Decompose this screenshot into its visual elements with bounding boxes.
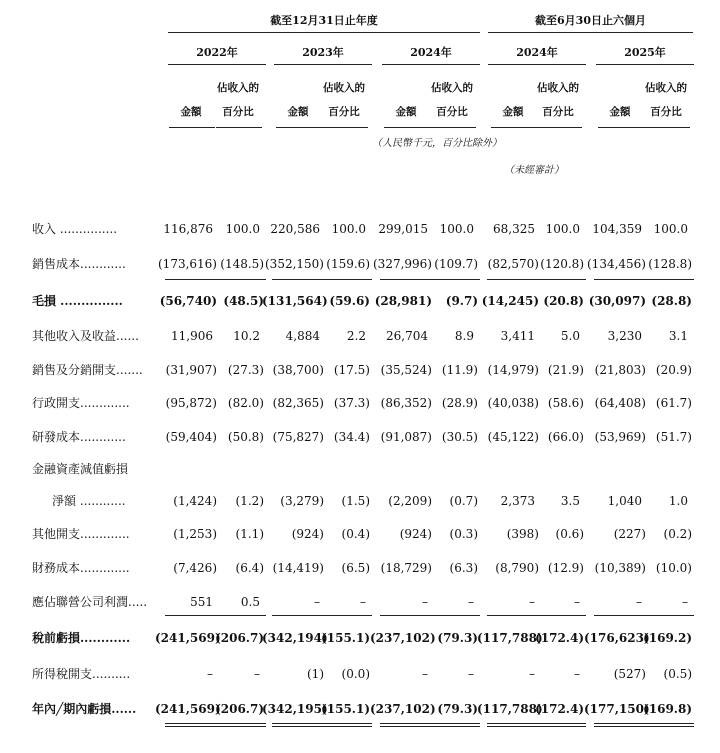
unit-note: （人民幣千元，百分比除外） <box>372 138 502 149</box>
cell-value: (0.7) <box>449 494 478 508</box>
total-underline <box>165 726 219 727</box>
cell-value: (10.0) <box>655 561 692 575</box>
table-row <box>0 664 720 684</box>
cell-value: (159.6) <box>326 257 370 271</box>
amount-col-header: 金額 <box>180 106 202 118</box>
row-label: 銷售及分銷開支....... <box>32 363 143 377</box>
cell-value: 100.0 <box>331 222 366 236</box>
cell-value: – <box>468 595 474 609</box>
divider <box>168 32 480 33</box>
cell-value: (91,087) <box>380 430 432 444</box>
cell-value: (50.8) <box>227 430 264 444</box>
amount-col-header: 金額 <box>502 106 524 118</box>
row-label: 其他開支............. <box>32 527 130 541</box>
cell-value: (31,907) <box>165 363 217 377</box>
divider <box>216 127 262 128</box>
table-row <box>0 427 720 447</box>
divider <box>276 127 322 128</box>
cell-value: (14,245) <box>481 294 539 308</box>
cell-value: (14,979) <box>487 363 539 377</box>
cell-value: (10,389) <box>594 561 646 575</box>
cell-value: 11,906 <box>171 329 213 343</box>
cell-value: (75,827) <box>272 430 324 444</box>
cell-value: 3,411 <box>500 329 535 343</box>
cell-value: (61.7) <box>655 396 692 410</box>
cell-value: 116,876 <box>163 222 213 236</box>
table-row <box>0 219 720 239</box>
cell-value: (0.3) <box>449 527 478 541</box>
percent-col-header: 佔收入的 百分比 <box>645 82 687 118</box>
cell-value: (12.9) <box>547 561 584 575</box>
table-row <box>0 291 720 311</box>
cell-value: (82,570) <box>487 257 539 271</box>
cell-value: – <box>636 595 642 609</box>
cell-value: 100.0 <box>225 222 260 236</box>
cell-value: – <box>207 667 213 681</box>
cell-value: (1.2) <box>235 494 264 508</box>
divider <box>382 64 480 65</box>
total-underline <box>165 615 219 616</box>
period-header-2024: 2024年 <box>410 46 452 59</box>
cell-value: (40,038) <box>487 396 539 410</box>
amount-col-header: 金額 <box>395 106 417 118</box>
row-label: 行政開支............. <box>32 396 130 410</box>
row-label: 應佔聯營公司利潤..... <box>32 595 148 609</box>
cell-value: (176,623) <box>584 631 650 645</box>
cell-value: (342,194) <box>262 631 328 645</box>
cell-value: (35,524) <box>380 363 432 377</box>
cell-value: (0.6) <box>555 527 584 541</box>
row-label: 淨額 ............ <box>52 494 126 508</box>
cell-value: (3,279) <box>280 494 324 508</box>
total-underline <box>318 279 372 280</box>
cell-value: (241,569) <box>155 702 221 716</box>
cell-value: (6.4) <box>235 561 264 575</box>
cell-value: 10.2 <box>233 329 260 343</box>
row-label: 收入 ............... <box>32 222 118 236</box>
row-label: 研發成本............ <box>32 430 126 444</box>
cell-value: (0.0) <box>341 667 370 681</box>
total-underline <box>640 279 694 280</box>
total-underline <box>212 723 266 724</box>
cell-value: (155.1) <box>321 631 370 645</box>
cell-value: (79.3) <box>437 631 478 645</box>
period-header-2025-h1: 2025年 <box>624 46 666 59</box>
divider <box>536 127 582 128</box>
divider <box>488 32 693 33</box>
cell-value: (18,729) <box>380 561 432 575</box>
cell-value: (169.2) <box>643 631 692 645</box>
total-underline <box>212 615 266 616</box>
cell-value: (51.7) <box>655 430 692 444</box>
divider <box>596 64 694 65</box>
row-label: 稅前虧損............ <box>32 631 131 645</box>
divider <box>598 127 644 128</box>
divider <box>274 64 372 65</box>
cell-value: (66.0) <box>547 430 584 444</box>
total-underline <box>532 723 586 724</box>
cell-value: – <box>574 595 580 609</box>
row-label: 年內╱期內虧損...... <box>32 702 137 716</box>
percent-col-header: 佔收入的 百分比 <box>217 82 259 118</box>
table-row <box>0 326 720 346</box>
cell-value: – <box>314 595 320 609</box>
cell-value: (8,790) <box>495 561 539 575</box>
cell-value: 104,359 <box>592 222 642 236</box>
row-label: 所得稅開支.......... <box>32 667 131 681</box>
cell-value: 100.0 <box>653 222 688 236</box>
cell-value: (155.1) <box>321 702 370 716</box>
cell-value: (172.4) <box>535 631 584 645</box>
cell-value: 551 <box>190 595 213 609</box>
cell-value: 5.0 <box>560 329 580 343</box>
cell-value: (169.8) <box>643 702 692 716</box>
cell-value: (11.9) <box>441 363 478 377</box>
cell-value: (38,700) <box>272 363 324 377</box>
cell-value: 1,040 <box>607 494 642 508</box>
cell-value: (7,426) <box>173 561 217 575</box>
cell-value: (109.7) <box>434 257 478 271</box>
total-underline <box>532 615 586 616</box>
cell-value: (6.5) <box>341 561 370 575</box>
cell-value: (177,150) <box>584 702 650 716</box>
table-row <box>0 360 720 380</box>
cell-value: (398) <box>506 527 539 541</box>
cell-value: 2.2 <box>346 329 366 343</box>
cell-value: (120.8) <box>540 257 584 271</box>
cell-value: (131,564) <box>262 294 328 308</box>
cell-value: (6.3) <box>449 561 478 575</box>
cell-value: – <box>254 667 260 681</box>
unaudited-note: （未經審計） <box>504 165 564 176</box>
cell-value: (206.7) <box>215 631 264 645</box>
total-underline <box>212 279 266 280</box>
percent-col-header: 佔收入的 百分比 <box>537 82 579 118</box>
total-underline <box>426 726 480 727</box>
cell-value: (2,209) <box>388 494 432 508</box>
half-group-header: 截至6月30日止六個月 <box>535 14 646 27</box>
row-label: 財務成本............. <box>32 561 130 575</box>
table-row <box>0 459 720 479</box>
cell-value: (34.4) <box>333 430 370 444</box>
divider <box>491 127 537 128</box>
total-underline <box>165 279 219 280</box>
cell-value: – <box>529 595 535 609</box>
cell-value: (17.5) <box>333 363 370 377</box>
cell-value: (134,456) <box>587 257 646 271</box>
cell-value: 26,704 <box>386 329 428 343</box>
cell-value: – <box>529 667 535 681</box>
cell-value: (53,969) <box>594 430 646 444</box>
amount-col-header: 金額 <box>609 106 631 118</box>
cell-value: (342,195) <box>262 702 328 716</box>
row-label: 銷售成本............ <box>32 257 126 271</box>
cell-value: (59,404) <box>165 430 217 444</box>
cell-value: (1.1) <box>235 527 264 541</box>
total-underline <box>426 615 480 616</box>
cell-value: (128.8) <box>648 257 692 271</box>
total-underline <box>532 726 586 727</box>
cell-value: (173,616) <box>158 257 217 271</box>
cell-value: 3.1 <box>668 329 688 343</box>
cell-value: 100.0 <box>439 222 474 236</box>
table-row <box>0 628 720 648</box>
total-underline <box>318 615 372 616</box>
cell-value: (117,788) <box>477 702 543 716</box>
cell-value: (237,102) <box>370 631 436 645</box>
row-label: 其他收入及收益...... <box>32 329 139 343</box>
total-underline <box>640 723 694 724</box>
cell-value: (28.8) <box>651 294 692 308</box>
cell-value: 0.5 <box>240 595 260 609</box>
cell-value: (237,102) <box>370 702 436 716</box>
cell-value: (27.3) <box>227 363 264 377</box>
cell-value: 4,884 <box>285 329 320 343</box>
table-row <box>0 393 720 413</box>
divider <box>168 64 266 65</box>
cell-value: (924) <box>399 527 432 541</box>
cell-value: (1) <box>307 667 324 681</box>
percent-col-header: 佔收入的 百分比 <box>323 82 365 118</box>
divider <box>488 64 586 65</box>
total-underline <box>426 279 480 280</box>
cell-value: (82.0) <box>227 396 264 410</box>
cell-value: (79.3) <box>437 702 478 716</box>
cell-value: (21.9) <box>547 363 584 377</box>
table-row <box>0 558 720 578</box>
cell-value: (172.4) <box>535 702 584 716</box>
cell-value: (227) <box>613 527 646 541</box>
cell-value: (20.8) <box>543 294 584 308</box>
row-label: 毛損 ............... <box>32 294 123 308</box>
divider <box>384 127 430 128</box>
table-row <box>0 699 720 719</box>
cell-value: (1.5) <box>341 494 370 508</box>
cell-value: (14,419) <box>272 561 324 575</box>
total-underline <box>318 726 372 727</box>
row-label: 金融資產減值虧損 <box>32 462 129 476</box>
cell-value: – <box>360 595 366 609</box>
cell-value: – <box>574 667 580 681</box>
table-row <box>0 524 720 544</box>
total-underline <box>640 726 694 727</box>
cell-value: (241,569) <box>155 631 221 645</box>
divider <box>169 127 215 128</box>
cell-value: (64,408) <box>594 396 646 410</box>
cell-value: 3.5 <box>560 494 580 508</box>
cell-value: (28.9) <box>441 396 478 410</box>
total-underline <box>532 279 586 280</box>
period-header-2022: 2022年 <box>196 46 238 59</box>
total-underline <box>318 723 372 724</box>
cell-value: – <box>422 667 428 681</box>
cell-value: – <box>682 595 688 609</box>
cell-value: (924) <box>291 527 324 541</box>
period-header-2024-h1: 2024年 <box>516 46 558 59</box>
cell-value: 100.0 <box>545 222 580 236</box>
percent-col-header: 佔收入的 百分比 <box>431 82 473 118</box>
table-row <box>0 254 720 274</box>
cell-value: (58.6) <box>547 396 584 410</box>
cell-value: (9.7) <box>445 294 478 308</box>
divider <box>430 127 476 128</box>
period-header-2023: 2023年 <box>302 46 344 59</box>
cell-value: (0.2) <box>663 527 692 541</box>
cell-value: (21,803) <box>594 363 646 377</box>
cell-value: (206.7) <box>215 702 264 716</box>
divider <box>322 127 368 128</box>
total-underline <box>426 723 480 724</box>
total-underline <box>165 723 219 724</box>
cell-value: (95,872) <box>165 396 217 410</box>
cell-value: (30,097) <box>588 294 646 308</box>
cell-value: (1,424) <box>173 494 217 508</box>
cell-value: 299,015 <box>378 222 428 236</box>
cell-value: (45,122) <box>487 430 539 444</box>
amount-col-header: 金額 <box>287 106 309 118</box>
cell-value: 3,230 <box>607 329 642 343</box>
cell-value: (20.9) <box>655 363 692 377</box>
cell-value: (30.5) <box>441 430 478 444</box>
cell-value: (148.5) <box>220 257 264 271</box>
cell-value: 220,586 <box>270 222 320 236</box>
total-underline <box>640 615 694 616</box>
cell-value: (327,996) <box>373 257 432 271</box>
cell-value: (1,253) <box>173 527 217 541</box>
cell-value: (48.5) <box>223 294 264 308</box>
cell-value: – <box>422 595 428 609</box>
cell-value: 8.9 <box>454 329 474 343</box>
cell-value: (56,740) <box>159 294 217 308</box>
cell-value: (117,788) <box>477 631 543 645</box>
cell-value: (0.5) <box>663 667 692 681</box>
cell-value: 1.0 <box>668 494 688 508</box>
cell-value: (352,150) <box>265 257 324 271</box>
year-group-header: 截至12月31日止年度 <box>270 14 378 27</box>
cell-value: (82,365) <box>272 396 324 410</box>
cell-value: (37.3) <box>333 396 370 410</box>
table-row <box>0 491 720 511</box>
divider <box>644 127 690 128</box>
cell-value: (28,981) <box>374 294 432 308</box>
cell-value: 68,325 <box>493 222 535 236</box>
cell-value: 2,373 <box>500 494 535 508</box>
table-row <box>0 592 720 612</box>
cell-value: – <box>468 667 474 681</box>
cell-value: (0.4) <box>341 527 370 541</box>
cell-value: (59.6) <box>329 294 370 308</box>
cell-value: (527) <box>613 667 646 681</box>
total-underline <box>212 726 266 727</box>
cell-value: (86,352) <box>380 396 432 410</box>
